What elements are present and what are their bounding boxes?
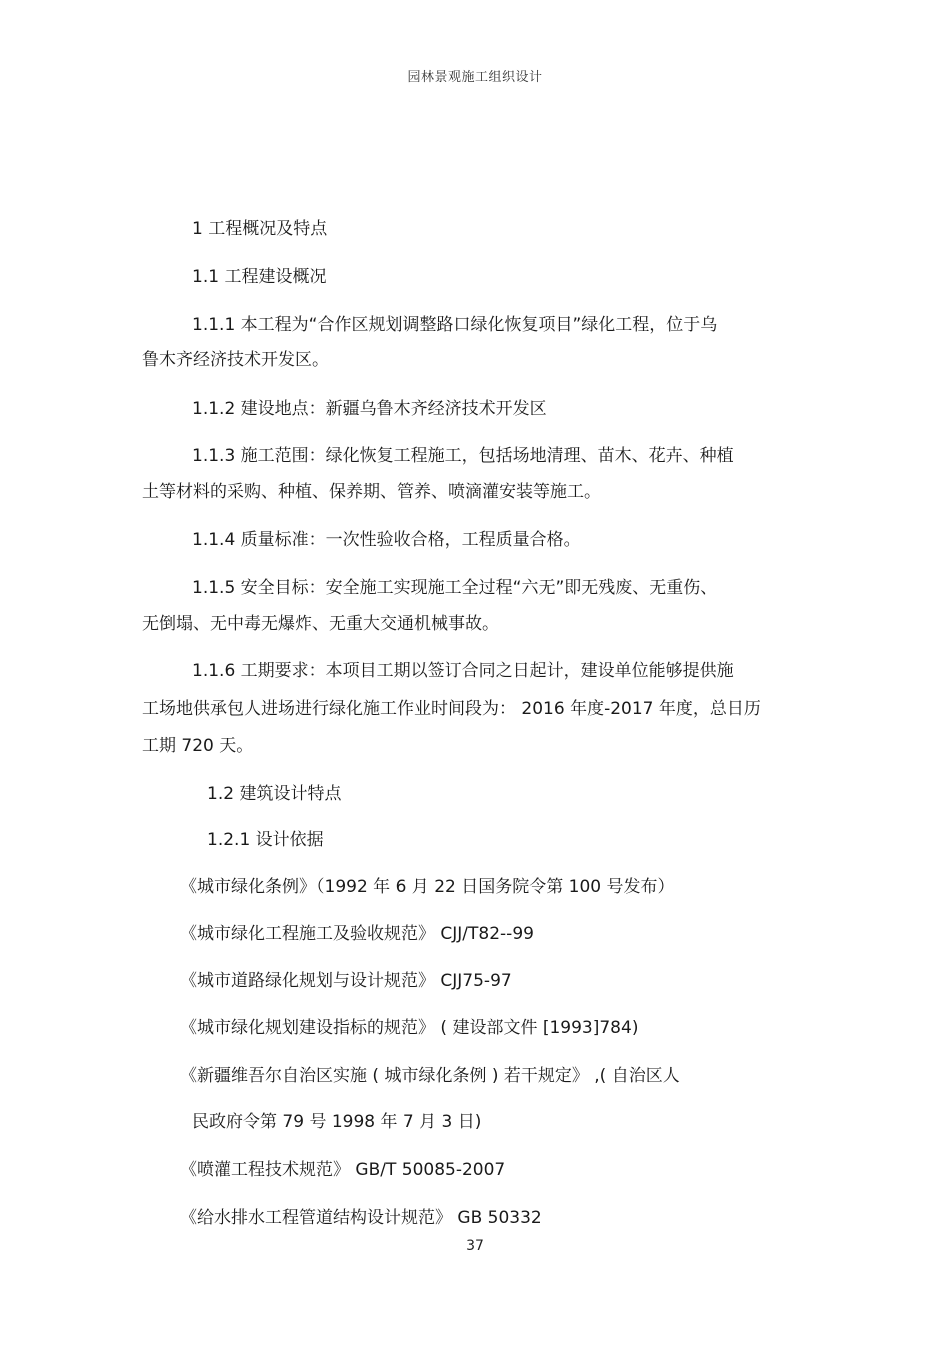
reference-item: 《城市绿化工程施工及验收规范》 CJJ/T82--99 — [180, 924, 534, 944]
paragraph-1-1-1-line-2: 鲁木齐经济技术开发区。 — [142, 350, 329, 370]
reference-item: 《城市绿化条例》（1992 年 6 月 22 日国务院令第 100 号发布） — [180, 877, 675, 897]
paragraph-1-1-5-line-1: 1.1.5 安全目标：安全施工实现施工全过程“六无”即无残废、无重伤、 — [192, 578, 718, 598]
paragraph-1-1-4: 1.1.4 质量标准：一次性验收合格，工程质量合格。 — [192, 530, 581, 550]
paragraph-1-1-3-line-1: 1.1.3 施工范围：绿化恢复工程施工，包括场地清理、苗木、花卉、种植 — [192, 446, 734, 466]
reference-item: 《城市绿化规划建设指标的规范》 ( 建设部文件 [1993]784) — [180, 1018, 639, 1038]
reference-item: 《给水排水工程管道结构设计规范》 GB 50332 — [180, 1208, 542, 1228]
reference-item: 《城市道路绿化规划与设计规范》 CJJ75-97 — [180, 971, 512, 991]
section-heading-1-1: 1.1 工程建设概况 — [192, 267, 327, 287]
paragraph-1-1-5-line-2: 无倒塌、无中毒无爆炸、无重大交通机械事故。 — [142, 614, 499, 634]
reference-item: 《喷灌工程技术规范》 GB/T 50085-2007 — [180, 1160, 506, 1180]
paragraph-1-1-3-line-2: 土等材料的采购、种植、保养期、管养、喷滴灌安装等施工。 — [142, 482, 601, 502]
section-heading-1-2-1: 1.2.1 设计依据 — [207, 830, 324, 850]
paragraph-1-1-6-line-1: 1.1.6 工期要求：本项目工期以签订合同之日起计，建设单位能够提供施 — [192, 661, 734, 681]
paragraph-1-1-2: 1.1.2 建设地点：新疆乌鲁木齐经济技术开发区 — [192, 399, 547, 419]
page-header: 园林景观施工组织设计 — [407, 70, 543, 85]
paragraph-1-1-6-line-2: 工场地供承包人进场进行绿化施工作业时间段为： 2016 年度-2017 年度，总日历 — [142, 699, 761, 719]
section-heading-1: 1 工程概况及特点 — [192, 219, 328, 239]
page-number: 37 — [466, 1238, 484, 1254]
section-heading-1-2: 1.2 建筑设计特点 — [207, 784, 342, 804]
reference-item: 《新疆维吾尔自治区实施 ( 城市绿化条例 ) 若干规定》 ,( 自治区人 — [180, 1066, 680, 1086]
reference-item-continued: 民政府令第 79 号 1998 年 7 月 3 日) — [192, 1112, 482, 1132]
paragraph-1-1-1-line-1: 1.1.1 本工程为“合作区规划调整路口绿化恢复项目”绿化工程，位于乌 — [192, 315, 718, 335]
paragraph-1-1-6-line-3: 工期 720 天。 — [142, 736, 254, 756]
